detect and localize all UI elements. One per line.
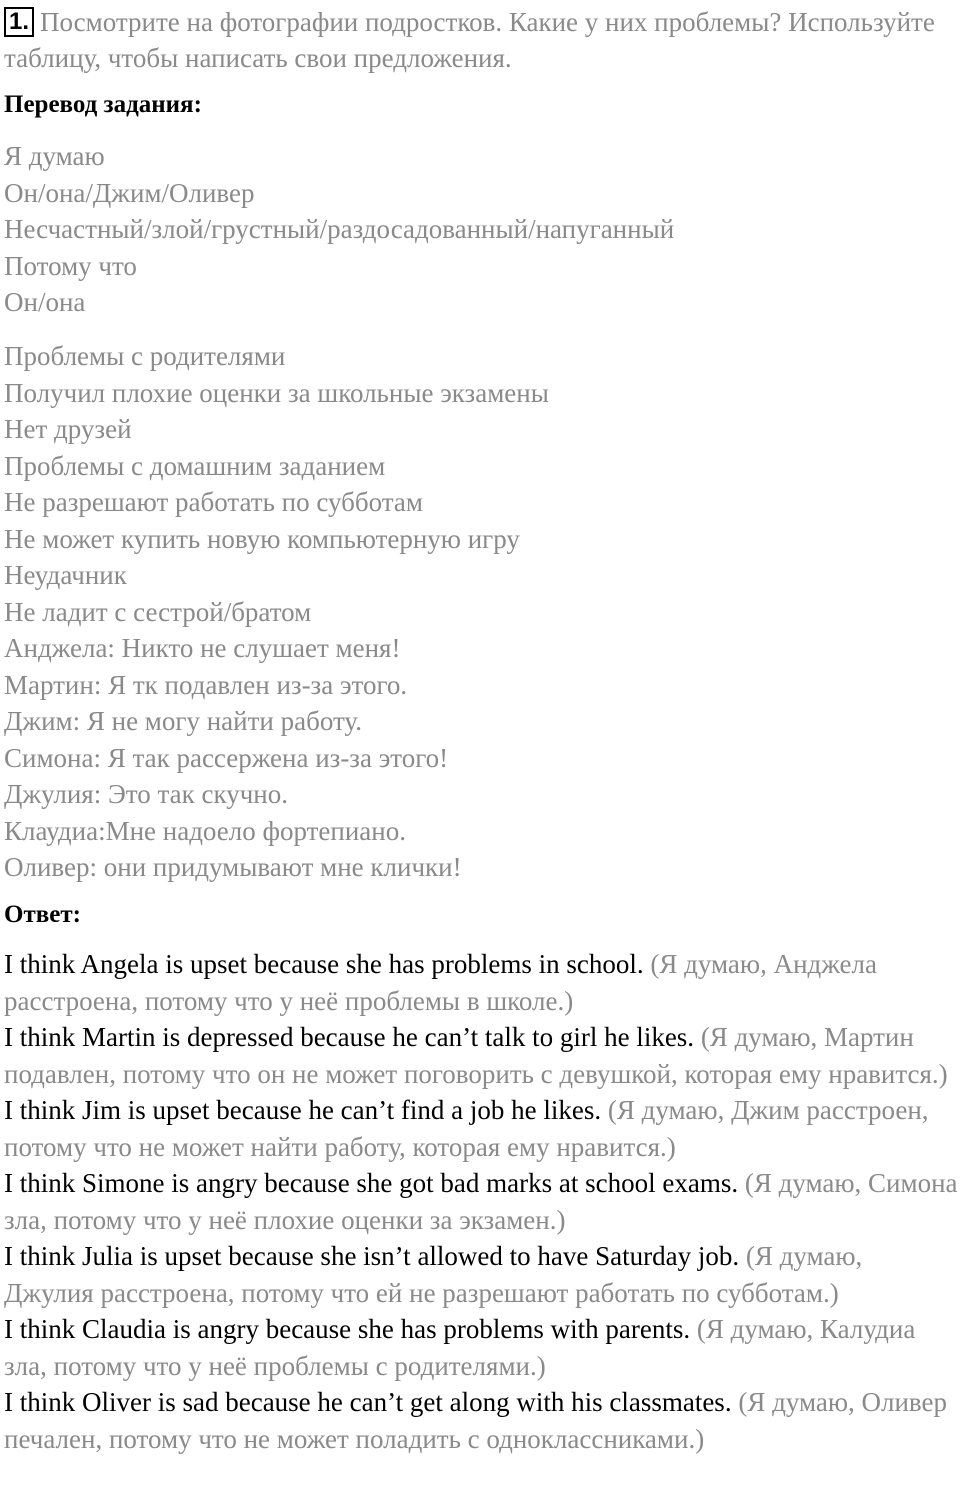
answer-translation: (Я думаю, Джулия расстроена, потому что ей не разрешают работать по субботам.) [4,1241,863,1308]
translation-line: Проблемы с домашним заданием [4,450,386,481]
answer-item [4,1238,958,1311]
answer-english: I think Claudia is angry because she has problems with parents. [4,1314,691,1344]
translation-line: Нет друзей [4,414,132,444]
translation-line: Джулия: Это так скучно. [4,779,288,809]
answer-item [4,1092,958,1165]
translation-line: Оливер: они придумывают мне клички! [4,852,462,882]
answer-english: I think Julia is upset because she isn’t allowed to have Saturday job. [4,1241,740,1271]
translation-line: Не ладит с сестрой/братом [4,596,312,627]
translation-line: Проблемы с родителями [4,341,286,371]
answer-item [4,1019,958,1092]
translation-line: Получил плохие оценки за школьные экзамены [4,377,549,408]
translation-line: Потому что [4,250,137,281]
answer-translation: (Я думаю, Оливер печален, потому что не может поладить с одноклассниками.) [4,1387,948,1454]
answer-item [4,1311,958,1384]
answer-english: I think Oliver is sad because he can’t get along with his classmates. [4,1387,732,1417]
answer-english: I think Jim is upset because he can’t find a job he likes. [4,1095,602,1125]
translation-list-1 [4,138,674,321]
answer-item [4,946,958,1019]
task-text: Посмотрите на фотографии подростков. Какие у них проблемы? Используйте таблицу, чтобы написать свои предложения. [4,7,935,73]
answer-translation: (Я думаю, Мартин подавлен, потому что он не может поговорить с девушкой, которая ему нравится.) [4,1022,948,1089]
answer-item [4,1384,958,1457]
translation-line: Не разрешают работать по субботам [4,487,423,517]
answer-translation: (Я думаю, Симона зла, потому что у неё плохие оценки за экзамен.) [4,1168,958,1235]
translation-line: Он/она [4,287,86,317]
translation-line: Джим: Я не могу найти работу. [4,706,362,736]
answer-heading: Ответ: [4,901,81,928]
translation-line: Мартин: Я тк подавлен из-за этого. [4,669,408,700]
translation-line: Анджела: Никто не слушает меня! [4,633,401,663]
translation-line: Неудачник [4,560,127,590]
translation-heading: Перевод задания: [4,91,202,118]
translation-line: Клаудиа:Мне надоело фортепиано. [4,815,406,846]
answer-english: I think Angela is upset because she has problems in school. [4,949,644,979]
translation-line: Несчастный/злой/грустный/раздосадованный/напуганный [4,214,675,244]
answer-english: I think Martin is depressed because he can’t talk to girl he likes. [4,1022,695,1052]
answer-list [4,946,958,1457]
answer-translation: (Я думаю, Джим расстроен, потому что не может найти работу, которая ему нравится.) [4,1095,929,1162]
translation-line: Не может купить новую компьютерную игру [4,523,520,554]
task-statement [4,4,954,76]
answer-translation: (Я думаю, Калудиа зла, потому что у неё проблемы с родителями.) [4,1314,916,1381]
translation-line: Симона: Я так рассержена из-за этого! [4,742,449,773]
answer-item [4,1165,958,1238]
answer-translation: (Я думаю, Анджела расстроена, потому что у неё проблемы в школе.) [4,949,878,1016]
translation-list-2 [4,338,549,886]
translation-line: Я думаю [4,141,105,171]
answer-english: I think Simone is angry because she got bad marks at school exams. [4,1168,739,1198]
translation-line: Он/она/Джим/Оливер [4,177,255,208]
task-number: 1. [4,7,34,37]
